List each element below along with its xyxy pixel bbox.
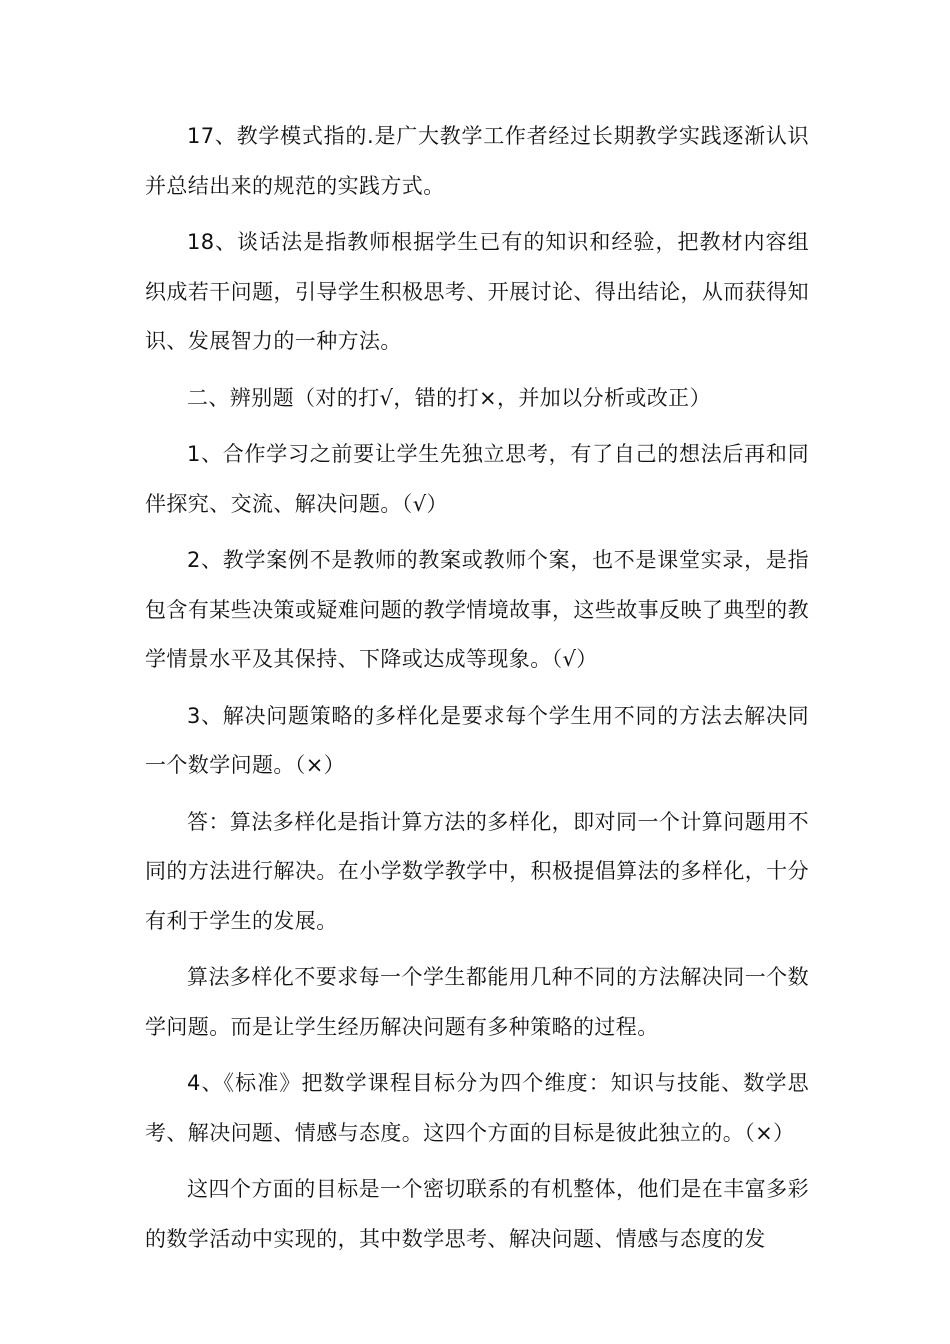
question-2: 2、教学案例不是教师的教案或教师个案，也不是课堂实录，是指包含有某些决策或疑难问题的教学情境故事，这些故事反映了典型的教学情景水平及其保持、下降或达成等现象。（√） [145, 548, 809, 671]
explanation-paragraph-2: 这四个方面的目标是一个密切联系的有机整体，他们是在丰富多彩的数学活动中实现的，其中数学思考、解决问题、情感与态度的发 [145, 1177, 809, 1251]
section-heading: 二、辨别题（对的打√，错的打×，并加以分析或改正） [187, 385, 711, 410]
question-3: 3、解决问题策略的多样化是要求每个学生用不同的方法去解决同一个数学问题。（×） [145, 703, 809, 777]
paragraph-item-18: 18、谈话法是指教师根据学生已有的知识和经验，把教材内容组织成若干问题，引导学生积极思考、开展讨论、得出结论，从而获得知识、发展智力的一种方法。 [145, 230, 809, 353]
paragraph-item-17: 17、教学模式指的.是广大教学工作者经过长期教学实践逐渐认识并总结出来的规范的实践方式。 [145, 124, 809, 198]
answer-paragraph: 答：算法多样化是指计算方法的多样化，即对同一个计算问题用不同的方法进行解决。在小学数学教学中，积极提倡算法的多样化，十分有利于学生的发展。 [145, 809, 809, 933]
question-4: 4、《标准》把数学课程目标分为四个维度：知识与技能、数学思考、解决问题、情感与态度。这四个方面的目标是彼此独立的。（×） [145, 1071, 809, 1145]
document-body [145, 112, 809, 1271]
explanation-paragraph: 算法多样化不要求每一个学生都能用几种不同的方法解决同一个数学问题。而是让学生经历解决问题有多种策略的过程。 [145, 965, 809, 1039]
question-1: 1、合作学习之前要让学生先独立思考，有了自己的想法后再和同伴探究、交流、解决问题。（√） [145, 442, 809, 516]
